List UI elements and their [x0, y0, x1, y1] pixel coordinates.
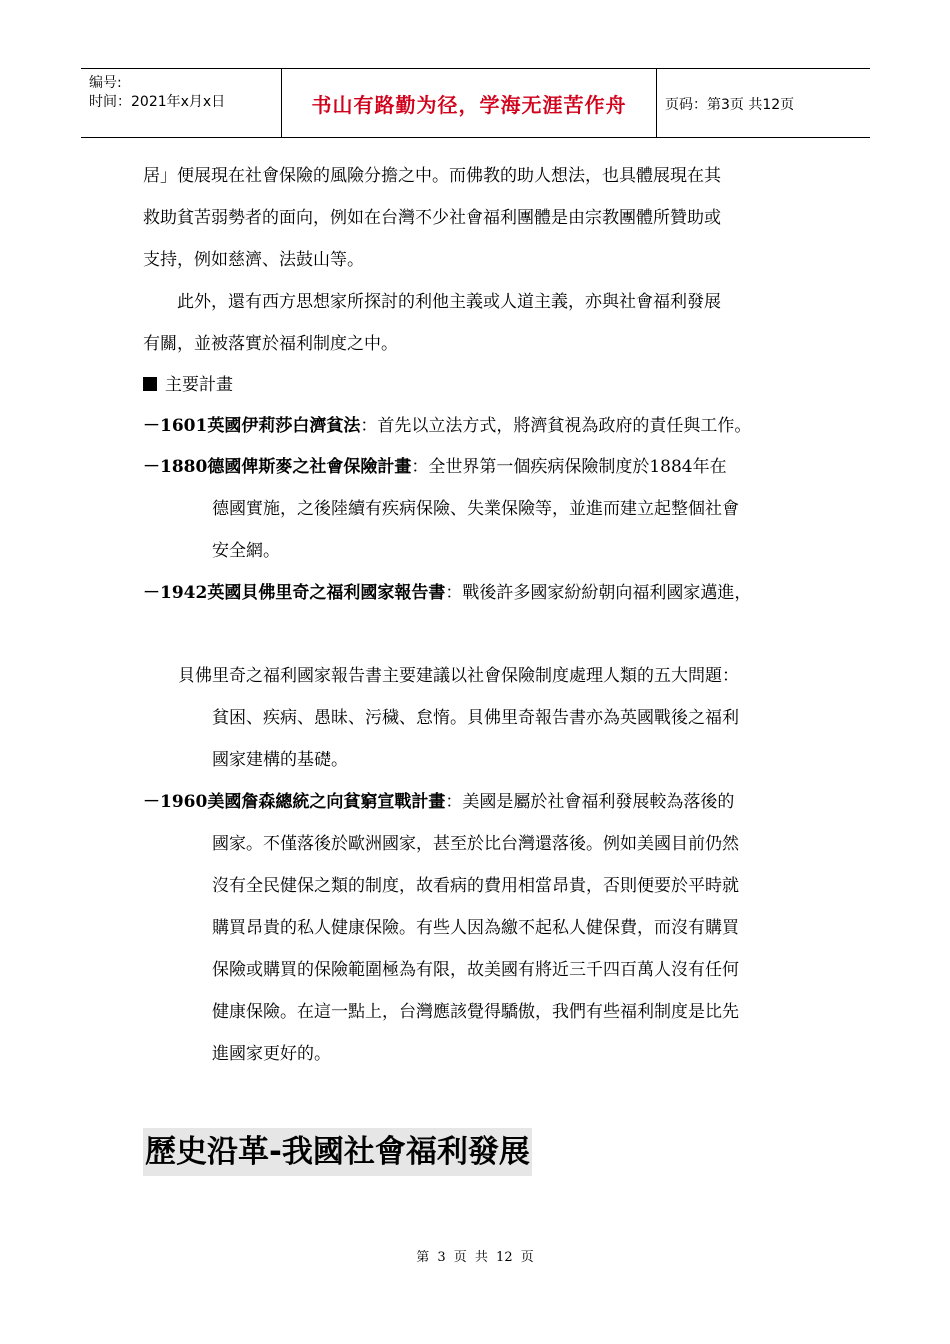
plan-text-line: 貧困、疾病、愚昧、污穢、怠惰。貝佛里奇報告書亦為英國戰後之福利 — [212, 708, 739, 728]
plan-text-line: 國家建構的基礎。 — [212, 750, 348, 770]
section-heading: 歷史沿革-我國社會福利發展 — [143, 1128, 532, 1176]
plan-text: ：戰後許多國家紛紛朝向福利國家邁進， — [445, 583, 752, 603]
page-header — [81, 68, 870, 138]
section-label — [143, 373, 233, 397]
plan-title: －1880德國俾斯麥之社會保險計畫 — [143, 457, 412, 477]
plan-text-line: 德國實施，之後陸續有疾病保險、失業保險等，並進而建立起整個社會 — [212, 499, 739, 519]
paragraph-line: 有關，並被落實於福利制度之中。 — [143, 334, 398, 354]
number-label: 编号: — [89, 75, 122, 91]
header-meta-cell — [81, 69, 282, 137]
plan-text: ：美國是屬於社會福利發展較為落後的 — [445, 792, 735, 812]
plan-text-line: 國家。不僅落後於歐洲國家，甚至於比台灣還落後。例如美國目前仍然 — [212, 834, 739, 854]
page-footer: 第 3 页 共 12 页 — [416, 1250, 534, 1265]
plan-title: －1942英國貝佛里奇之福利國家報告書 — [143, 583, 446, 603]
plan-text-line: 健康保險。在這一點上，台灣應該覺得驕傲，我們有些福利制度是比先 — [212, 1002, 739, 1022]
paragraph-line: 居」便展現在社會保險的風險分擔之中。而佛教的助人想法，也具體展現在其 — [143, 166, 721, 186]
paragraph-line: 此外，還有西方思想家所探討的利他主義或人道主義，亦與社會福利發展 — [177, 292, 721, 312]
page-info: 页码：第3页 共12页 — [665, 97, 795, 113]
paragraph-line: 救助貧苦弱勢者的面向，例如在台灣不少社會福利團體是由宗教團體所贊助或 — [143, 208, 721, 228]
plan-text-line: 購買昂貴的私人健康保險。有些人因為繳不起私人健保費，而沒有購買 — [212, 918, 739, 938]
plan-text: ：全世界第一個疾病保險制度於1884年在 — [411, 457, 727, 477]
plan-item-1601 — [143, 414, 751, 438]
section-label-text: 主要計畫 — [165, 375, 233, 395]
plan-text-line: 保險或購買的保險範圍極為有限，故美國有將近三千四百萬人沒有任何 — [212, 960, 739, 980]
plan-title: －1960美國詹森總統之向貧窮宣戰計畫 — [143, 792, 446, 812]
plan-item-1960 — [143, 790, 734, 814]
plan-text: ：首先以立法方式，將濟貧視為政府的責任與工作。 — [360, 416, 752, 436]
plan-item-1942 — [143, 581, 751, 605]
plan-text-line: 沒有全民健保之類的制度，故看病的費用相當昂貴，否則便要於平時就 — [212, 876, 739, 896]
paragraph-line: 支持，例如慈濟、法鼓山等。 — [143, 250, 364, 270]
header-motto-cell — [282, 69, 657, 137]
plan-text-line: 貝佛里奇之福利國家報告書主要建議以社會保險制度處理人類的五大問題： — [178, 666, 739, 686]
plan-item-1880 — [143, 455, 727, 479]
motto-text: 书山有路勤为径，学海无涯苦作舟 — [311, 92, 627, 117]
plan-title: －1601英國伊莉莎白濟貧法 — [143, 416, 361, 436]
header-page-cell — [657, 69, 870, 137]
square-bullet-icon — [143, 377, 157, 391]
plan-text-line: 進國家更好的。 — [212, 1044, 331, 1064]
plan-text-line: 安全網。 — [212, 541, 280, 561]
date-line: 时间：2021年x月x日 — [89, 94, 226, 110]
